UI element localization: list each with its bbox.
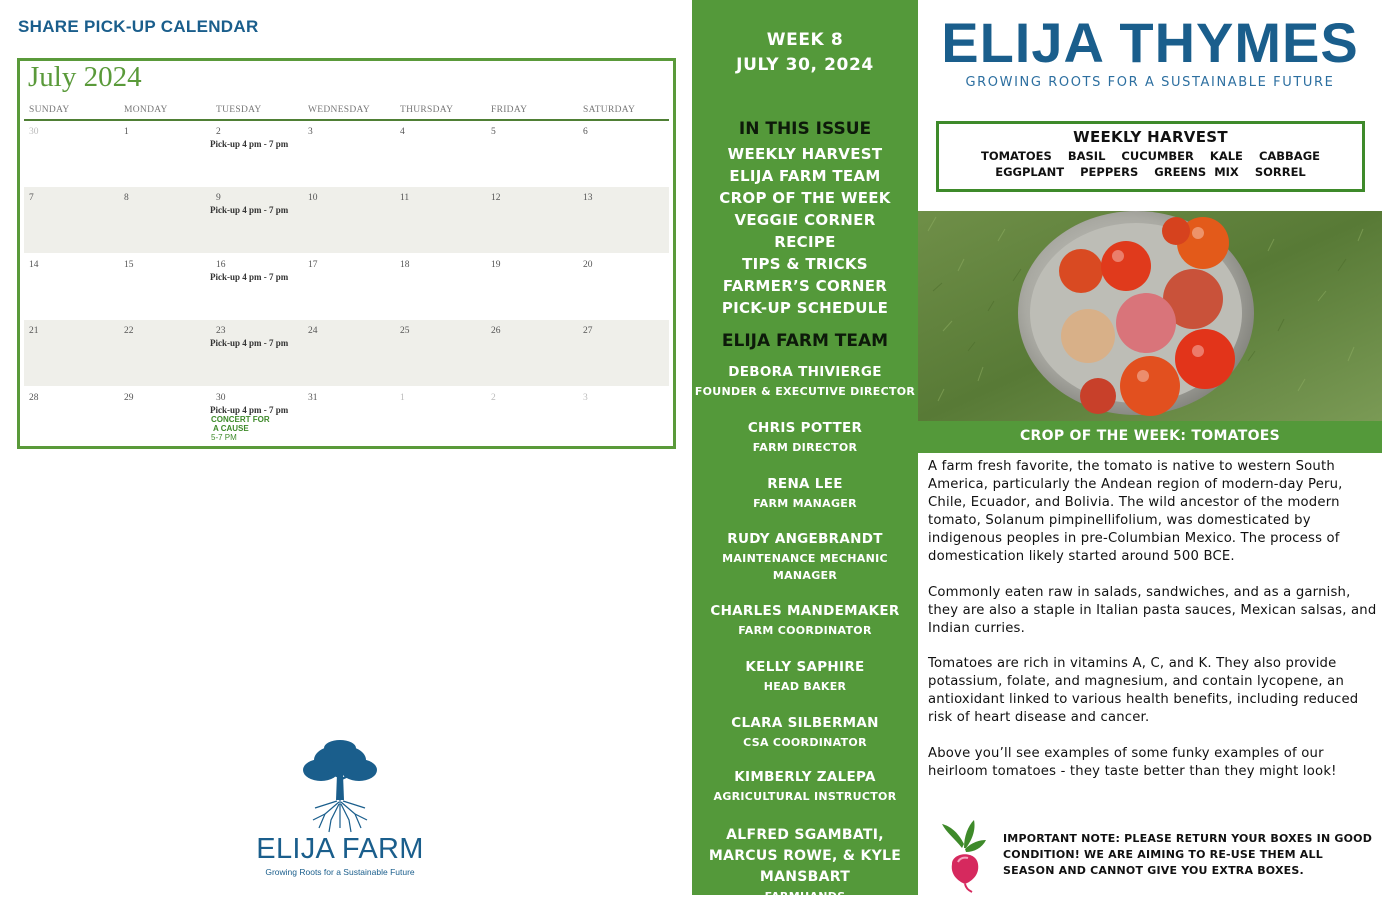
- calendar-day: 1: [400, 393, 405, 403]
- article-paragraph: Commonly eaten raw in salads, sandwiches, and as a garnish, they are also a staple in Italian pasta sauces, Mexican salsas, and Indian curries.: [928, 584, 1377, 636]
- calendar-day: 7: [29, 193, 34, 203]
- toc-item: FARMER’S CORNER: [722, 277, 888, 295]
- member-role: FARM COORDINATOR: [738, 624, 872, 637]
- calendar-day: 3: [308, 127, 313, 137]
- calendar-event: [211, 415, 291, 442]
- event-title-line2: A CAUSE: [213, 424, 249, 433]
- calendar-day: 27: [583, 326, 593, 336]
- pickup-time: Pick-up 4 pm - 7 pm: [210, 405, 289, 415]
- newsletter-main: [918, 0, 1382, 895]
- harvest-item: CUCUMBER: [1121, 149, 1194, 163]
- team-member: [692, 603, 918, 639]
- toc-item: ELIJA FARM TEAM: [729, 167, 881, 185]
- member-name: KELLY SAPHIRE: [745, 659, 865, 675]
- calendar-day: 20: [583, 260, 593, 270]
- calendar-day: 5: [491, 127, 496, 137]
- harvest-item: EGGPLANT: [995, 165, 1065, 179]
- pickup-time: Pick-up 4 pm - 7 pm: [210, 205, 289, 215]
- member-name: KIMBERLY ZALEPA: [734, 769, 876, 785]
- calendar-day: 8: [124, 193, 129, 203]
- sidebar: [692, 0, 918, 903]
- calendar-day: 18: [400, 260, 410, 270]
- tomato-bowl-photo: [918, 211, 1382, 421]
- harvest-line: [939, 149, 1362, 163]
- toc-title: IN THIS ISSUE: [738, 119, 872, 139]
- calendar-week: [24, 121, 669, 187]
- harvest-line: [939, 165, 1362, 179]
- member-role: AGRICULTURAL INSTRUCTOR: [713, 790, 897, 803]
- member-role: FOUNDER & EXECUTIVE DIRECTOR: [694, 385, 916, 398]
- event-time: 5-7 PM: [211, 433, 237, 442]
- calendar-day: 16: [216, 260, 226, 270]
- toc-item: RECIPE: [774, 233, 836, 251]
- pickup-time: Pick-up 4 pm - 7 pm: [210, 139, 289, 149]
- member-role: FARM MANAGER: [753, 497, 857, 510]
- crop-of-week-heading: CROP OF THE WEEK: TOMATOES: [918, 421, 1382, 453]
- team-member: [692, 825, 918, 905]
- calendar-day: 10: [308, 193, 318, 203]
- calendar-day: 26: [491, 326, 501, 336]
- calendar-day: 29: [124, 393, 134, 403]
- calendar-day: 15: [124, 260, 134, 270]
- calendar-panel: [0, 0, 692, 895]
- calendar-week: [24, 387, 669, 443]
- team-member: [692, 769, 918, 805]
- team-member: [692, 659, 918, 695]
- weekday-label: SUNDAY: [29, 105, 70, 115]
- toc-item: TIPS & TRICKS: [742, 255, 868, 273]
- calendar-day: 25: [400, 326, 410, 336]
- member-role: CSA COORDINATOR: [743, 736, 867, 749]
- harvest-item: SORREL: [1254, 165, 1306, 179]
- article-paragraph: A farm fresh favorite, the tomato is native to western South America, particularly the Andean region of modern-day Peru, Chile, Ecuador, and Bolivia. The wild ancestor of the modern tomato, Solanum pimpinellifolium, was domesticated by indigenous peoples in pre-Columbian Mexico. The process of domestication likely started around 500 BCE.: [928, 459, 1343, 564]
- calendar-day: 21: [29, 326, 39, 336]
- calendar-day: 13: [583, 193, 593, 203]
- weekday-label: THURSDAY: [400, 105, 454, 115]
- crop-article: [928, 458, 1378, 798]
- weekday-label: FRIDAY: [491, 105, 528, 115]
- harvest-item: CABBAGE: [1258, 149, 1321, 163]
- toc-item: WEEKLY HARVEST: [727, 145, 883, 163]
- weekday-label: MONDAY: [124, 105, 168, 115]
- calendar-day: 23: [216, 326, 226, 336]
- calendar-week: [24, 320, 669, 386]
- member-role: HEAD BAKER: [763, 680, 847, 693]
- team-member: [692, 420, 918, 456]
- calendar-day: 24: [308, 326, 318, 336]
- article-paragraph: Above you’ll see examples of some funky examples of our heirloom tomatoes - they taste better than they might look!: [928, 745, 1337, 779]
- calendar-week: [24, 187, 669, 253]
- member-name: CHARLES MANDEMAKER: [710, 603, 900, 619]
- calendar-day: 6: [583, 127, 588, 137]
- beet-icon: [938, 818, 988, 893]
- masthead-title: ELIJA THYMES: [941, 11, 1359, 74]
- harvest-item: BASIL: [1067, 149, 1106, 163]
- member-name: CHRIS POTTER: [747, 420, 863, 436]
- calendar-day: 22: [124, 326, 134, 336]
- calendar-day: 30: [216, 393, 226, 403]
- member-name: DEBORA THIVIERGE: [728, 364, 882, 380]
- calendar-day: 2: [216, 127, 221, 137]
- calendar-day: 28: [29, 393, 39, 403]
- calendar-day: 17: [308, 260, 318, 270]
- masthead-tagline: GROWING ROOTS FOR A SUSTAINABLE FUTURE: [965, 75, 1335, 90]
- farm-logo: [250, 738, 430, 877]
- member-role: FARM DIRECTOR: [752, 441, 858, 454]
- member-name: RUDY ANGEBRANDT: [727, 531, 883, 547]
- tree-icon: [295, 738, 385, 833]
- important-note: IMPORTANT NOTE: PLEASE RETURN YOUR BOXES IN GOOD CONDITION! WE ARE AIMING TO RE-USE THEM ALL SEASON AND CANNOT GIVE YOU EXTRA BOXES.: [1003, 832, 1373, 877]
- calendar: [17, 58, 676, 449]
- toc-item: PICK-UP SCHEDULE: [721, 299, 889, 317]
- issue-week: WEEK 8: [766, 30, 844, 50]
- pickup-time: Pick-up 4 pm - 7 pm: [210, 338, 289, 348]
- calendar-day: 4: [400, 127, 405, 137]
- calendar-day: 19: [491, 260, 501, 270]
- harvest-item: PEPPERS: [1080, 165, 1139, 179]
- article-paragraph: Tomatoes are rich in vitamins A, C, and K. They also provide potassium, folate, and magnesium, and contain lycopene, an antioxidant linked to various health benefits, including reduced risk of heart disease and cancer.: [928, 656, 1359, 725]
- member-role: MAINTENANCE MECHANIC MANAGER: [722, 552, 888, 582]
- calendar-heading: SHARE PICK-UP CALENDAR: [18, 17, 259, 36]
- toc-list: [692, 143, 918, 319]
- calendar-week: [24, 254, 669, 320]
- harvest-item: KALE: [1209, 149, 1243, 163]
- weekday-label: SATURDAY: [583, 105, 636, 115]
- team-member: [692, 531, 918, 584]
- calendar-day: 14: [29, 260, 39, 270]
- harvest-item: TOMATOES: [980, 149, 1052, 163]
- weekday-label: TUESDAY: [216, 105, 262, 115]
- team-member: [692, 476, 918, 512]
- calendar-day: 9: [216, 193, 221, 203]
- weekly-harvest-box: [936, 121, 1365, 192]
- calendar-day: 11: [400, 193, 410, 203]
- calendar-month-title: July 2024: [28, 61, 142, 93]
- calendar-day: 12: [491, 193, 501, 203]
- weekday-label: WEDNESDAY: [308, 105, 370, 115]
- member-name: CLARA SILBERMAN: [731, 715, 879, 731]
- toc-item: VEGGIE CORNER: [734, 211, 876, 229]
- logo-name: ELIJA FARM: [256, 833, 424, 865]
- calendar-day: 2: [491, 393, 496, 403]
- calendar-day: 1: [124, 127, 129, 137]
- event-title-line1: CONCERT FOR: [211, 415, 270, 424]
- issue-date: JULY 30, 2024: [736, 55, 874, 75]
- logo-tagline: Growing Roots for a Sustainable Future: [265, 867, 415, 877]
- team-member: [692, 715, 918, 751]
- team-member: [692, 364, 918, 400]
- member-name: ALFRED SGAMBATI, MARCUS ROWE, & KYLE MANSBART: [708, 827, 902, 885]
- calendar-day: 31: [308, 393, 318, 403]
- team-title: ELIJA FARM TEAM: [721, 331, 889, 351]
- member-name: RENA LEE: [767, 476, 843, 492]
- calendar-day: 30: [29, 127, 39, 137]
- harvest-title: WEEKLY HARVEST: [1073, 128, 1228, 146]
- pickup-time: Pick-up 4 pm - 7 pm: [210, 272, 289, 282]
- member-role: FARMHANDS: [764, 890, 846, 903]
- toc-item: CROP OF THE WEEK: [719, 189, 891, 207]
- harvest-item: GREENS MIX: [1154, 165, 1239, 179]
- calendar-day: 3: [583, 393, 588, 403]
